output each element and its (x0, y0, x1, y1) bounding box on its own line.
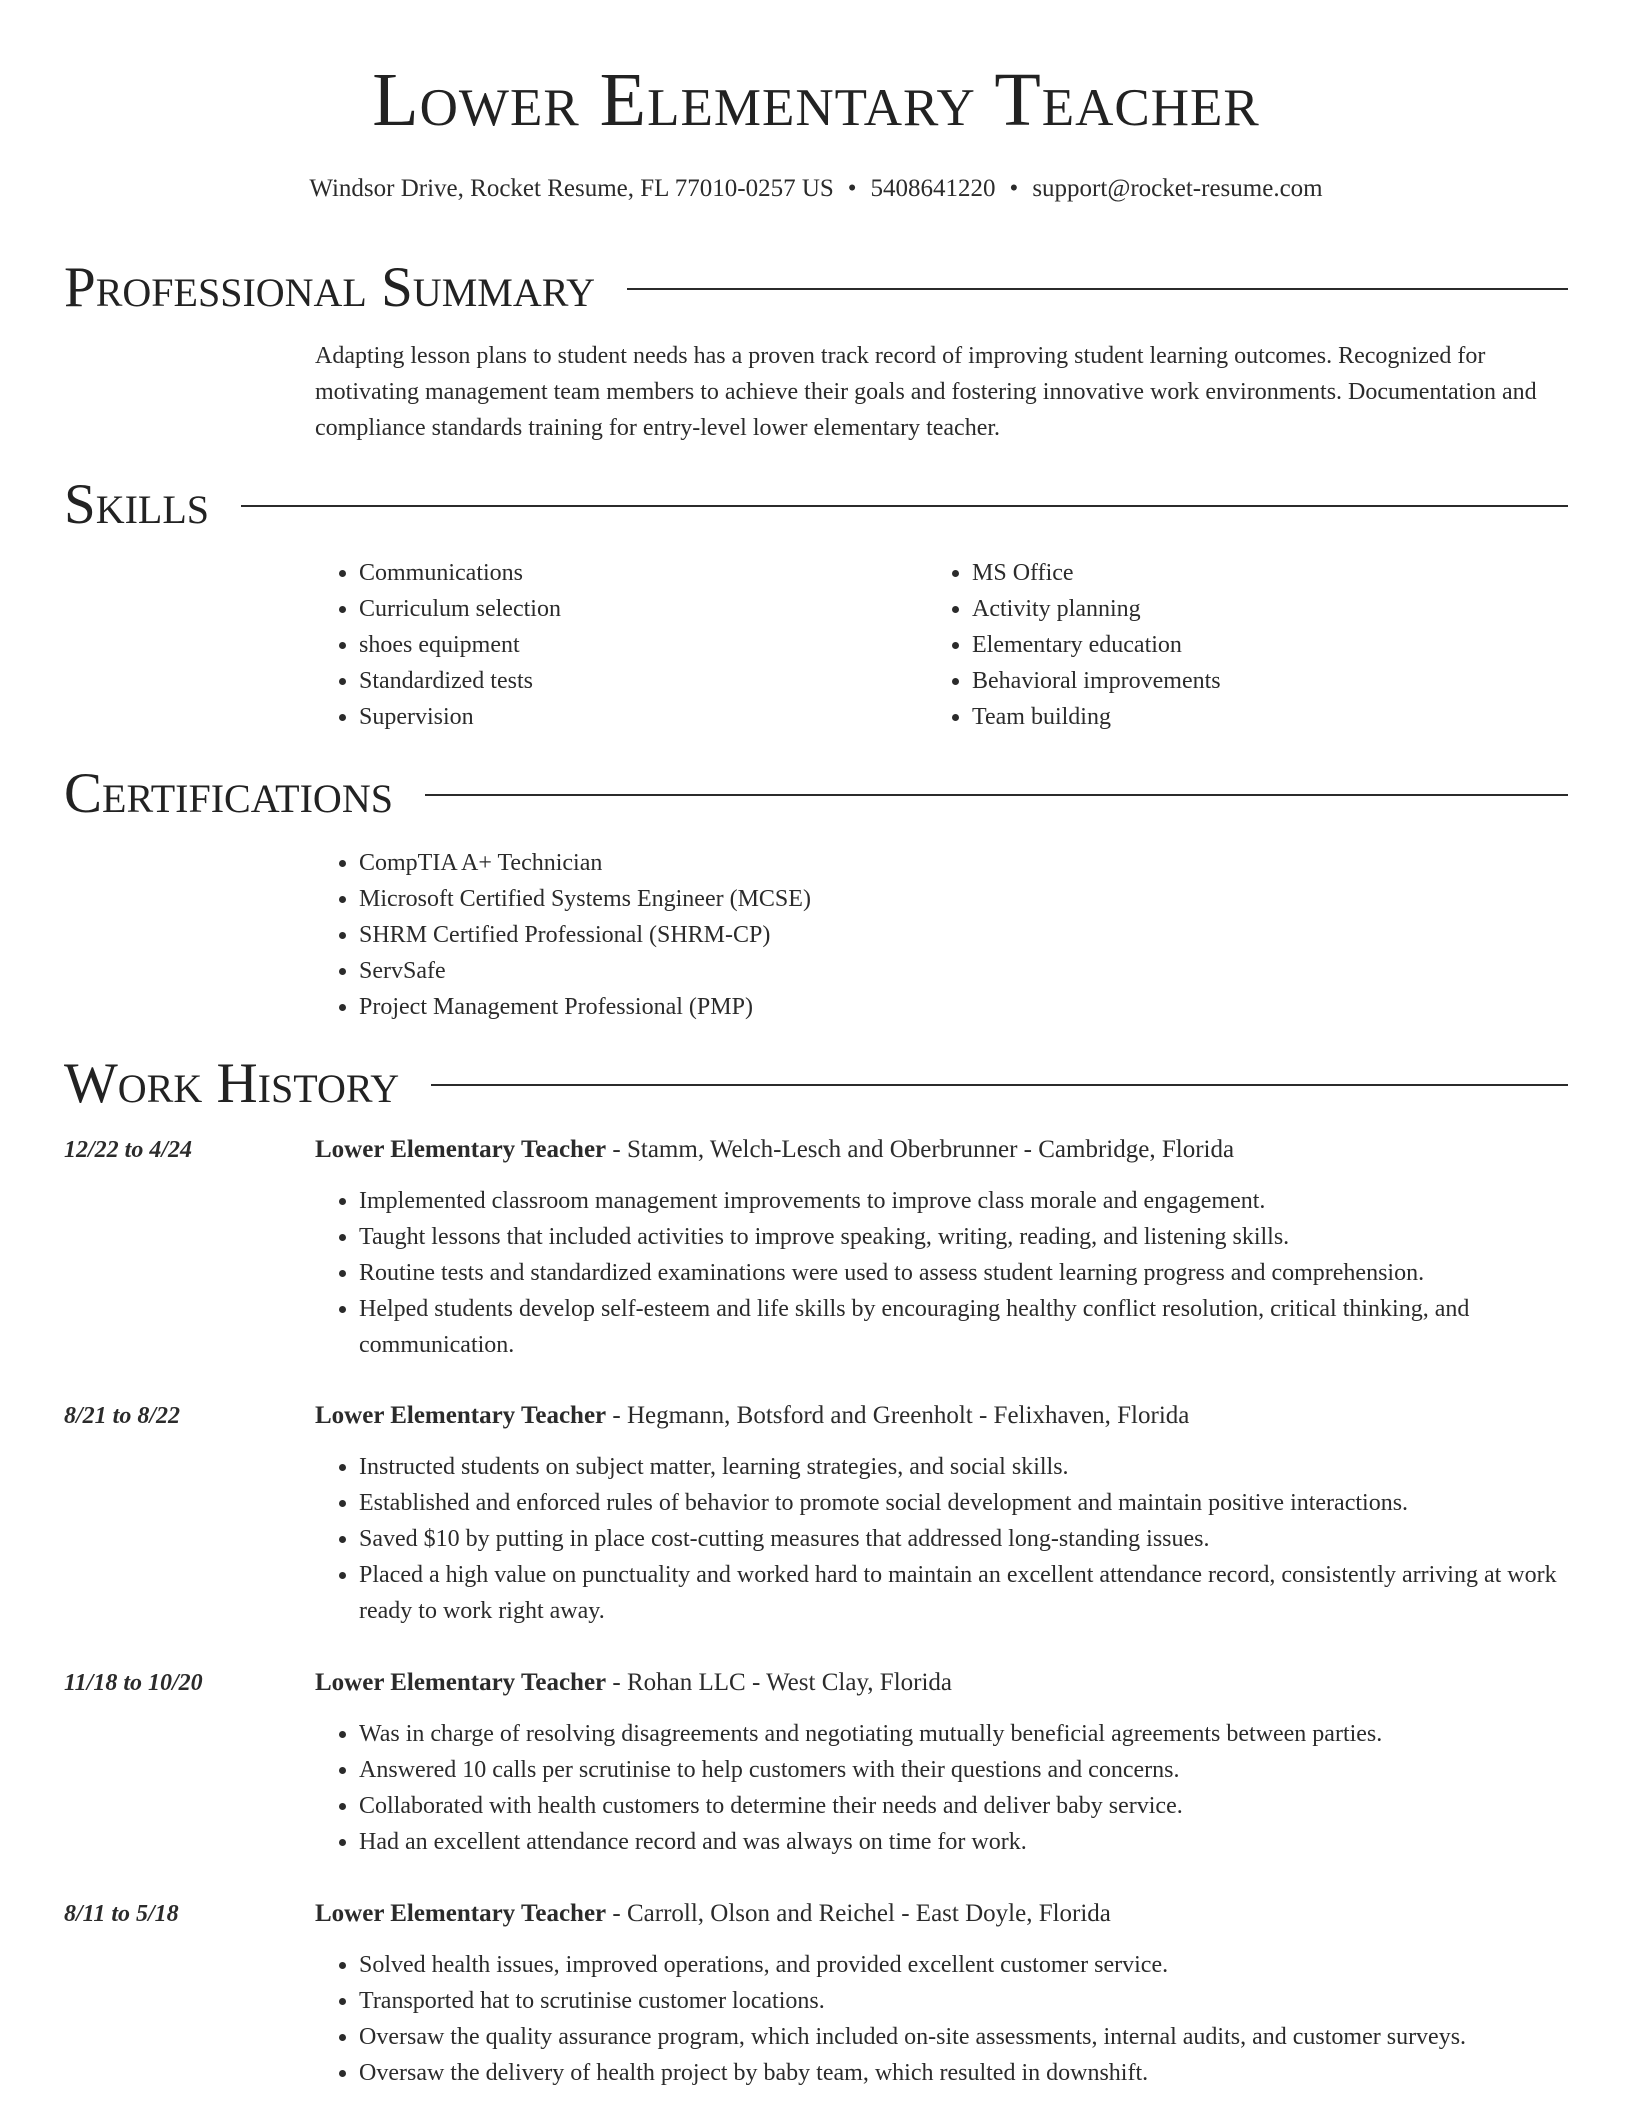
job-header (315, 1132, 1234, 1168)
section-divider (241, 505, 1568, 507)
job-bullet: • Oversaw the quality assurance program, which included on-site assessments, internal audits, and customer surveys. (359, 2019, 1568, 2055)
skills-left-column (315, 555, 561, 735)
job-bullet: • Established and enforced rules of behavior to promote social development and maintain positive interactions. (359, 1485, 1568, 1521)
job-bullets (315, 1183, 1568, 1363)
job-bullet: • Taught lessons that included activities to improve speaking, writing, reading, and listening skills. (359, 1219, 1568, 1255)
skill-item: • Supervision (359, 699, 561, 735)
contact-separator: • (847, 175, 857, 202)
job-employer: - Stamm, Welch-Lesch and Oberbrunner - Cambridge, Florida (606, 1136, 1235, 1163)
job-bullet: • Placed a high value on punctuality and worked hard to maintain an excellent attendance record, consistently arriving at work ready to work right away. (359, 1557, 1568, 1629)
job-role: Lower Elementary Teacher (315, 1900, 607, 1927)
certifications-heading: Certifications (64, 761, 393, 825)
job-dates: 8/11 to 5/18 (64, 1901, 179, 1927)
job-bullet: • Oversaw the delivery of health project by baby team, which resulted in downshift. (359, 2055, 1568, 2091)
job-bullet: • Collaborated with health customers to determine their needs and deliver baby service. (359, 1788, 1568, 1824)
work-history-section-header (64, 1053, 1568, 1113)
job-role: Lower Elementary Teacher (315, 1669, 607, 1696)
job-bullet: • Had an excellent attendance record and was always on time for work. (359, 1824, 1568, 1860)
skill-item: • Curriculum selection (359, 591, 561, 627)
job-employer: - Hegmann, Botsford and Greenholt - Felixhaven, Florida (606, 1402, 1190, 1429)
job-bullets (315, 1449, 1568, 1629)
summary-text: Adapting lesson plans to student needs has a proven track record of improving student learning outcomes. Recognized for motivating management team members to achieve their goals and fostering innovative work environments. Documentation and compliance standards training for entry-level lower elementary teacher. (315, 343, 1537, 441)
summary-section-header (64, 257, 1568, 317)
certifications-list (315, 845, 811, 1025)
job-employer: - Rohan LLC - West Clay, Florida (606, 1669, 953, 1696)
job-bullet: • Saved $10 by putting in place cost-cutting measures that addressed long-standing issues. (359, 1521, 1568, 1557)
job-header (315, 1896, 1111, 1932)
job-dates: 8/21 to 8/22 (64, 1403, 181, 1429)
job-bullet: • Answered 10 calls per scrutinise to help customers with their questions and concerns. (359, 1752, 1568, 1788)
job-bullets (315, 1716, 1568, 1860)
job-employer: - Carroll, Olson and Reichel - East Doyle, Florida (606, 1900, 1111, 1927)
job-bullet: • Routine tests and standardized examinations were used to assess student learning progress and comprehension. (359, 1255, 1568, 1291)
certification-item: • CompTIA A+ Technician (359, 845, 811, 881)
contact-phone: 5408641220 (870, 175, 996, 202)
skill-item: • Standardized tests (359, 663, 561, 699)
job-header (315, 1665, 952, 1701)
contact-line (0, 176, 1632, 201)
section-divider (431, 1084, 1568, 1086)
job-role: Lower Elementary Teacher (315, 1136, 607, 1163)
certification-item: • ServSafe (359, 953, 811, 989)
job-dates: 12/22 to 4/24 (64, 1137, 193, 1163)
job-bullet: • Transported hat to scrutinise customer locations. (359, 1983, 1568, 2019)
job-header (315, 1398, 1189, 1434)
certification-item: • SHRM Certified Professional (SHRM-CP) (359, 917, 811, 953)
resume-title: Lower Elementary Teacher (372, 58, 1260, 142)
certifications-section-header (64, 763, 1568, 823)
contact-separator: • (1009, 175, 1019, 202)
skill-item: • Elementary education (972, 627, 1221, 663)
job-role: Lower Elementary Teacher (315, 1402, 607, 1429)
job-bullet: • Helped students develop self-esteem and life skills by encouraging healthy conflict resolution, critical thinking, and communication. (359, 1291, 1568, 1363)
skill-item: • Activity planning (972, 591, 1221, 627)
summary-heading: Professional Summary (64, 255, 596, 319)
skills-heading: Skills (64, 472, 210, 536)
skills-right-column (928, 555, 1221, 735)
skill-item: • Communications (359, 555, 561, 591)
job-bullet: • Was in charge of resolving disagreements and negotiating mutually beneficial agreements between parties. (359, 1716, 1568, 1752)
certification-item: • Microsoft Certified Systems Engineer (MCSE) (359, 881, 811, 917)
skill-item: • Behavioral improvements (972, 663, 1221, 699)
section-divider (627, 288, 1568, 290)
certification-item: • Project Management Professional (PMP) (359, 989, 811, 1025)
skill-item: • shoes equipment (359, 627, 561, 663)
job-bullet: • Solved health issues, improved operations, and provided excellent customer service. (359, 1947, 1568, 1983)
job-dates: 11/18 to 10/20 (64, 1670, 203, 1696)
contact-email: support@rocket-resume.com (1032, 175, 1323, 202)
job-bullet: • Instructed students on subject matter, learning strategies, and social skills. (359, 1449, 1568, 1485)
job-bullets (315, 1947, 1568, 2091)
skill-item: • Team building (972, 699, 1221, 735)
skill-item: • MS Office (972, 555, 1221, 591)
section-divider (425, 794, 1568, 796)
contact-address: Windsor Drive, Rocket Resume, FL 77010-0257 US (309, 175, 834, 202)
job-bullet: • Implemented classroom management improvements to improve class morale and engagement. (359, 1183, 1568, 1219)
skills-section-header (64, 474, 1568, 534)
work-history-heading: Work History (64, 1051, 400, 1115)
